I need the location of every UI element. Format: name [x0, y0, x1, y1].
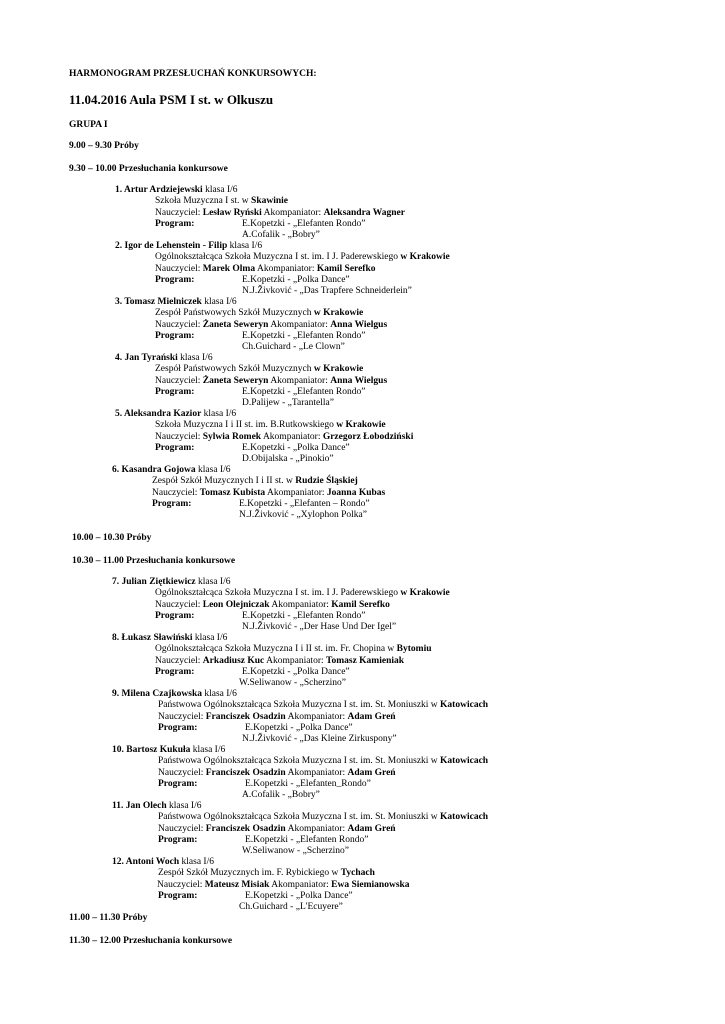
school-city: Katowicach	[440, 700, 489, 711]
section-rehearsal-2: 10.00 – 10.30 Próby	[72, 533, 152, 543]
accompanist-label: Akompaniator:	[287, 767, 348, 778]
accompanist-name: Anna Wielgus	[330, 375, 388, 386]
accompanist-label: Akompaniator:	[270, 375, 331, 386]
class-label: klasa I/6	[201, 297, 237, 307]
accompanist-name: Anna Wielgus	[330, 319, 388, 330]
program-piece: E.Kopetzki - „Polka Dance”	[242, 442, 350, 453]
class-label: klasa I/6	[227, 241, 263, 251]
teacher-label: Nauczyciel:	[158, 711, 206, 722]
teacher-label: Nauczyciel:	[155, 599, 203, 610]
teacher-label: Nauczyciel:	[157, 879, 205, 890]
school-city: Rudzie Śląskiej	[295, 476, 358, 487]
program-label: Program:	[155, 442, 195, 453]
teacher-label: Nauczyciel:	[155, 263, 203, 274]
participant-name: 12. Antoni Woch	[112, 857, 180, 867]
teacher-label: Nauczyciel:	[155, 207, 203, 218]
accompanist-name: Tomasz Kamieniak	[326, 655, 405, 666]
school-name: Państwowa Ogólnokształcąca Szkoła Muzyczna I st. im. St. Moniuszki w	[158, 700, 441, 711]
school-city: Bytomiu	[396, 644, 432, 655]
class-label: klasa I/6	[179, 857, 214, 867]
program-piece: E.Kopetzki - „Elefanten_Rondo”	[245, 778, 371, 789]
program-label: Program:	[155, 218, 195, 229]
program-label: Program:	[158, 890, 198, 901]
accompanist-label: Akompaniator:	[266, 655, 326, 666]
program-piece: D.Palijew - „Tarantella”	[242, 398, 334, 409]
program-piece: E.Kopetzki - „Polka Dance”	[245, 890, 353, 901]
participant-name: 11. Jan Olech	[112, 801, 167, 811]
participant-entry	[115, 409, 413, 465]
program-piece: E.Kopetzki - „Polka Dance”	[242, 274, 350, 285]
program-label: Program:	[155, 610, 195, 621]
teacher-label: Nauczyciel:	[158, 823, 206, 834]
accompanist-name: Joanna Kubas	[326, 487, 386, 498]
school-name: Szkoła Muzyczna I st. w	[155, 196, 252, 207]
section-rehearsal-3: 11.00 – 11.30 Próby	[69, 913, 148, 923]
accompanist-name: Adam Greń	[347, 823, 396, 834]
school-name: Ogólnokształcąca Szkoła Muzyczna I i II st. im. Fr. Chopina w	[155, 644, 397, 655]
program-piece: W.Seliwanow - „Scherzino”	[242, 846, 350, 857]
program-label: Program:	[155, 666, 195, 677]
program-piece: D.Obijalska - „Pinokio”	[242, 454, 334, 465]
program-piece: A.Cofalik - „Bobry”	[242, 790, 320, 801]
school-name: Zespół Państwowych Szkół Muzycznych	[155, 308, 314, 319]
program-label: Program:	[158, 778, 198, 789]
school-name: Ogólnokształcąca Szkoła Muzyczna I st. im. I J. Paderewskiego	[155, 588, 401, 599]
participant-name: 5. Aleksandra Kazior	[115, 409, 202, 419]
participant-entry	[112, 857, 410, 913]
school-city: Tychach	[340, 868, 375, 879]
teacher-name: Marek Olma	[202, 263, 256, 274]
section-audition-1: 9.30 – 10.00 Przesłuchania konkursowe	[69, 164, 228, 174]
accompanist-name: Kamil Serefko	[331, 599, 390, 610]
participant-entry	[115, 353, 387, 409]
participant-name: 2. Igor de Lehenstein - Filip	[115, 241, 228, 251]
program-piece: N.J.Živković - „Das Kleine Zirkuspony”	[242, 734, 397, 745]
participant-entry	[115, 297, 387, 353]
participant-entry	[112, 577, 450, 633]
class-label: klasa I/6	[202, 185, 238, 195]
teacher-name: Franciszek Osadzin	[205, 823, 286, 834]
participant-name: 9. Milena Czajkowska	[112, 689, 202, 699]
program-piece: N.J.Živković - „Das Trapfere Schneiderlein”	[242, 286, 412, 297]
class-label: klasa I/6	[195, 465, 231, 475]
accompanist-name: Ewa Siemianowska	[331, 879, 410, 890]
teacher-name: Żaneta Seweryn	[202, 375, 269, 386]
teacher-name: Tomasz Kubista	[199, 487, 266, 498]
program-piece: E.Kopetzki - „Elefanten Rondo”	[242, 386, 366, 397]
section-audition-2: 10.30 – 11.00 Przesłuchania konkursowe	[72, 556, 236, 566]
school-name: Państwowa Ogólnokształcąca Szkoła Muzyczna I st. im. St. Moniuszki w	[158, 756, 441, 767]
class-label: klasa I/6	[202, 689, 237, 699]
program-piece: W.Seliwanow - „Scherzino”	[239, 678, 347, 689]
class-label: klasa I/6	[166, 801, 202, 811]
participant-entry	[112, 801, 488, 857]
school-name: Zespół Szkół Muzycznych I i II st. w	[152, 476, 296, 487]
class-label: klasa I/6	[177, 353, 213, 363]
date-venue-title: 11.04.2016 Aula PSM I st. w Olkuszu	[69, 92, 274, 107]
participant-name: 3. Tomasz Mielniczek	[115, 297, 202, 307]
accompanist-name: Adam Greń	[347, 711, 396, 722]
school-name: Państwowa Ogólnokształcąca Szkoła Muzyczna I st. im. St. Moniuszki w	[158, 812, 441, 823]
teacher-name: Żaneta Seweryn	[202, 319, 269, 330]
teacher-label: Nauczyciel:	[155, 431, 203, 442]
school-city: Skawinie	[251, 196, 288, 207]
program-label: Program:	[155, 386, 195, 397]
school-name: Ogólnokształcąca Szkoła Muzyczna I st. im. I J. Paderewskiego	[155, 252, 401, 263]
teacher-label: Nauczyciel:	[155, 375, 203, 386]
class-label: klasa I/6	[192, 633, 228, 643]
teacher-label: Nauczyciel:	[155, 319, 203, 330]
program-piece: E.Kopetzki - „Polka Dance”	[245, 722, 353, 733]
accompanist-label: Akompaniator:	[266, 487, 327, 498]
teacher-name: Arkadiusz Kuc	[202, 655, 265, 666]
program-piece: E.Kopetzki - „Elefanten – Rondo”	[239, 498, 370, 509]
participant-entry	[112, 633, 432, 689]
school-name: Zespół Szkół Muzycznych im. F. Rybickiego w	[158, 868, 341, 879]
accompanist-label: Akompaniator:	[270, 319, 331, 330]
participant-name: 10. Bartosz Kukuła	[112, 745, 191, 755]
accompanist-label: Akompaniator:	[287, 711, 348, 722]
accompanist-name: Aleksandra Wagner	[323, 207, 405, 218]
program-piece: E.Kopetzki - „Elefanten Rondo”	[242, 218, 366, 229]
accompanist-name: Kamil Serefko	[316, 263, 376, 274]
participant-name: 4. Jan Tyrański	[115, 353, 178, 363]
program-piece: E.Kopetzki - „Polka Dance”	[242, 666, 350, 677]
school-city: w Krakowie	[336, 420, 386, 431]
program-piece: N.J.Živković - „Der Hase Und Der Igel”	[242, 622, 397, 633]
accompanist-name: Adam Greń	[347, 767, 396, 778]
accompanist-label: Akompaniator:	[262, 431, 323, 442]
school-city: w Krakowie	[400, 588, 450, 599]
accompanist-label: Akompaniator:	[271, 879, 332, 890]
school-city: w Krakowie	[313, 308, 364, 319]
teacher-name: Mateusz Misiak	[204, 879, 270, 890]
participant-entry	[115, 185, 405, 241]
document-heading: HARMONOGRAM PRZESŁUCHAŃ KONKURSOWYCH:	[69, 69, 317, 79]
teacher-name: Franciszek Osadzin	[205, 711, 286, 722]
participant-name: 1. Artur Ardziejewski	[115, 185, 203, 195]
program-piece: Ch.Guichard - „L'Ecuyere”	[239, 902, 343, 913]
participant-name: 6. Kasandra Gojowa	[112, 465, 196, 475]
program-piece: E.Kopetzki - „Elefanten Rondo”	[242, 610, 366, 621]
school-name: Szkoła Muzyczna I i II st. im. B.Rutkowskiego	[155, 420, 337, 431]
program-label: Program:	[155, 330, 195, 341]
participant-name: 7. Julian Ziętkiewicz	[112, 577, 196, 587]
school-city: w Krakowie	[400, 252, 450, 263]
accompanist-label: Akompaniator:	[271, 599, 332, 610]
participant-name: 8. Łukasz Sławiński	[112, 633, 193, 643]
participant-entry	[112, 745, 488, 801]
teacher-label: Nauczyciel:	[152, 487, 200, 498]
program-piece: N.J.Živković - „Xylophon Polka”	[239, 510, 367, 521]
participant-entry	[115, 241, 450, 297]
teacher-name: Lesław Ryński	[202, 207, 262, 218]
program-piece: A.Cofalik - „Bobry”	[242, 230, 320, 241]
program-label: Program:	[155, 274, 195, 285]
section-rehearsal-1: 9.00 – 9.30 Próby	[69, 141, 139, 151]
school-city: Katowicach	[440, 756, 489, 767]
class-label: klasa I/6	[201, 409, 237, 419]
participant-entry	[112, 689, 488, 745]
accompanist-label: Akompaniator:	[263, 207, 324, 218]
group-label: GRUPA I	[69, 120, 108, 130]
program-piece: E.Kopetzki - „Elefanten Rondo”	[245, 834, 369, 845]
program-label: Program:	[158, 834, 198, 845]
teacher-name: Franciszek Osadzin	[205, 767, 286, 778]
teacher-label: Nauczyciel:	[158, 767, 206, 778]
program-piece: E.Kopetzki - „Elefanten Rondo”	[242, 330, 366, 341]
teacher-name: Leon Olejniczak	[202, 599, 270, 610]
class-label: klasa I/6	[195, 577, 231, 587]
class-label: klasa I/6	[190, 745, 226, 755]
teacher-label: Nauczyciel:	[155, 655, 203, 666]
accompanist-label: Akompaniator:	[287, 823, 348, 834]
program-piece: Ch.Guichard - „Le Clown”	[242, 342, 345, 353]
accompanist-name: Grzegorz Łobodziński	[322, 431, 414, 442]
school-city: Katowicach	[440, 812, 489, 823]
teacher-name: Sylwia Romek	[202, 431, 262, 442]
school-city: w Krakowie	[313, 364, 364, 375]
section-audition-3: 11.30 – 12.00 Przesłuchania konkursowe	[69, 936, 233, 946]
program-label: Program:	[152, 498, 192, 509]
school-name: Zespół Państwowych Szkół Muzycznych	[155, 364, 314, 375]
participant-entry	[112, 465, 385, 521]
program-label: Program:	[158, 722, 198, 733]
accompanist-label: Akompaniator:	[256, 263, 317, 274]
